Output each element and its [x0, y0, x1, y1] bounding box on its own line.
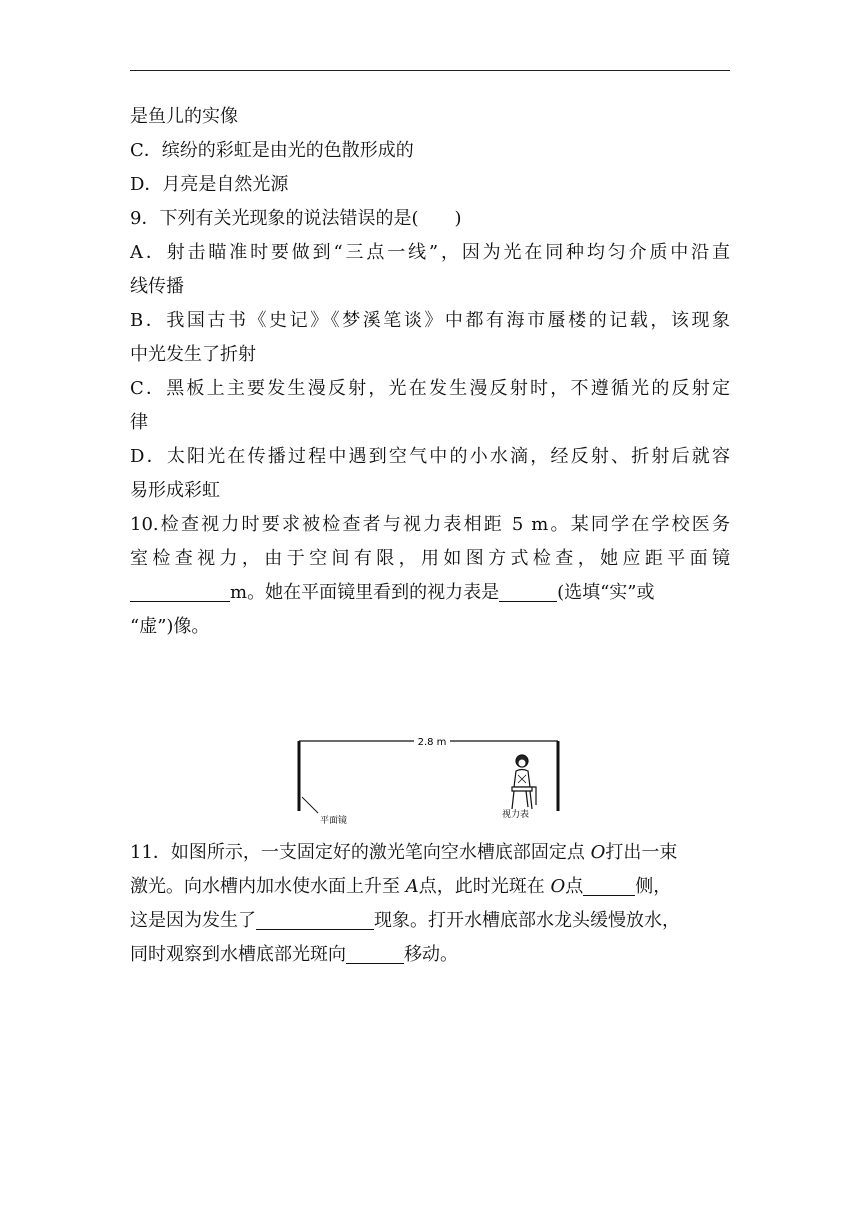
- q9-option-b: B．我国古书《史记》《梦溪笔谈》中都有海市蜃楼的记载，该现象: [130, 310, 730, 331]
- header-rule: [130, 70, 730, 71]
- answer-blank[interactable]: [130, 579, 230, 602]
- q11-line-1: 11．如图所示，一支固定好的激光笔向空水槽底部固定点 O打出一束: [130, 842, 678, 863]
- text-line: “虚”)像。: [130, 616, 210, 637]
- text-line: 是鱼儿的实像: [130, 106, 238, 127]
- vision-test-figure: [290, 735, 570, 825]
- question-9: 9．下列有关光现象的说法错误的是( ): [130, 208, 462, 229]
- answer-blank[interactable]: [499, 579, 557, 602]
- q11-line-4: 同时观察到水槽底部光斑向 移动。: [130, 938, 730, 972]
- q10-blank-line: m。她在平面镜里看到的视力表是 (选填“实”或: [130, 576, 730, 610]
- answer-blank[interactable]: [583, 873, 635, 896]
- text-line: 律: [130, 412, 148, 433]
- q9-option-a: A．射击瞄准时要做到“三点一线”，因为光在同种均匀介质中沿直: [130, 242, 730, 263]
- q11-line-3: 这是因为发生了 现象。打开水槽底部水龙头缓慢放水，: [130, 904, 730, 938]
- text-line: 线传播: [130, 276, 184, 297]
- person-icon: [512, 755, 536, 809]
- question-10: 10.检查视力时要求被检查者与视力表相距 5 m。某同学在学校医务: [130, 514, 730, 535]
- document-body: [130, 100, 730, 644]
- option-c: C．缤纷的彩虹是由光的色散形成的: [130, 140, 414, 161]
- text-line: 中光发生了折射: [130, 344, 256, 365]
- answer-blank[interactable]: [346, 941, 404, 964]
- q9-option-c: C．黑板上主要发生漫反射，光在发生漫反射时，不遵循光的反射定: [130, 378, 730, 399]
- distance-label: 2.8 m: [417, 737, 447, 748]
- chart-label: 视力表: [502, 810, 530, 820]
- option-d: D．月亮是自然光源: [130, 174, 289, 195]
- mirror-label: 平面镜: [320, 816, 348, 825]
- text-line: 室检查视力，由于空间有限，用如图方式检查，她应距平面镜: [130, 548, 730, 569]
- answer-blank[interactable]: [256, 907, 374, 930]
- question-11: [130, 836, 730, 972]
- mirror-leader: [302, 797, 318, 813]
- q11-line-2: 激光。向水槽内加水使水面上升至 A点，此时光斑在 O点 侧，: [130, 870, 730, 904]
- text-line: 易形成彩虹: [130, 480, 220, 501]
- q9-option-d: D．太阳光在传播过程中遇到空气中的小水滴，经反射、折射后就容: [130, 446, 730, 467]
